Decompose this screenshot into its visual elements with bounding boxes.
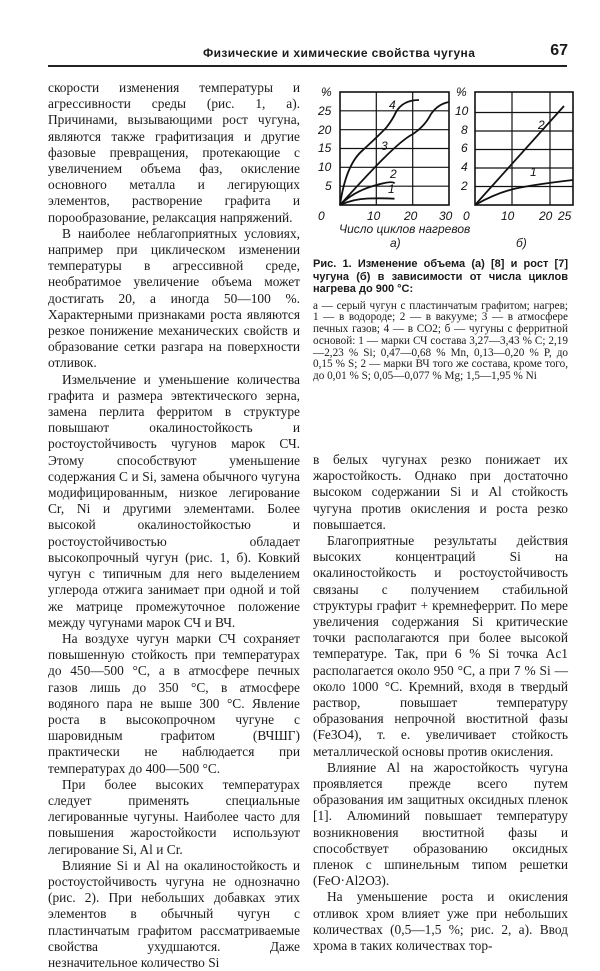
svg-text:20: 20	[318, 123, 332, 137]
svg-text:%: %	[321, 85, 332, 99]
paragraph: В наиболее неблагоприятных условиях, например при циклическом изменении температуры в агрессивной среде, необратимое увеличение объема может достигать 20, а иногда 50—100 %. Характерными признаками роста являются резкое понижение механических свойств и образование сетки разгара на поверхности отливок.	[48, 225, 300, 371]
svg-text:20: 20	[404, 209, 418, 223]
x-axis-label: Число циклов нагревов	[339, 222, 471, 236]
svg-text:0: 0	[318, 209, 325, 223]
svg-text:4: 4	[461, 160, 468, 174]
figure-1	[313, 84, 575, 254]
panel-b-label: б)	[516, 236, 527, 250]
svg-text:0: 0	[463, 209, 470, 223]
paragraph: Влияние Si и Al на окалиностойкость и ростоустойчивость чугуна не однозначно (рис. 2). При небольших добавках этих элементов в обычный чугун с пластинчатым графитом рассматриваемые свойства ухудшаются. Даже незначительное количество Si	[48, 857, 300, 970]
paragraph: На уменьшение роста и окисления отливок хром влияет уже при небольших количествах (0,5—1,5 %; рис. 2, а). Ввод хрома в таких количествах тор-	[313, 889, 568, 954]
page-number: 67	[550, 42, 568, 59]
svg-text:%: %	[456, 85, 467, 99]
caption-body: а — серый чугун с пластинчатым графитом; нагрев; 1 — в водороде; 2 — в вакууме; 3 — в атмосфере печных газов; 4 — в CO2; б — чугуны с ферритной основой: 1 — марки СЧ состава 3,27—3,43 % C; 2,19—2,23 % Si; 0,47—0,68 % Mn, 0,13—0,20 % P, до 0,15 % S; 2 — марки ВЧ того же состава, кроме того, до 0,01 % S; 0,05—0,077 % Mg; 1,5—1,95 % Ni	[313, 299, 568, 383]
svg-text:5: 5	[325, 179, 332, 193]
svg-text:10: 10	[501, 209, 515, 223]
svg-text:8: 8	[461, 123, 468, 137]
left-column	[48, 80, 300, 971]
figure-caption	[313, 258, 568, 383]
paragraph: Измельчение и уменьшение количества графита и размера эвтектического зерна, замена перлита ферритом в структуре повышают окалиностойкость и ростоустойчивость чугунов марок СЧ. Этому способствуют уменьшение содержания C и Si, замена обычного чугуна модифицированным, низкое легирование Cr, Ni и другими элементами. Более высокой окалиностойкостью и ростоустойчивостью обладает высокопрочный чугун (рис. 1, б). Ковкий чугун с типичным для него выделением углерода отжига занимает при одной и той же матрице промежуточное положение между чугунами марок СЧ и ВЧ.	[48, 371, 300, 630]
svg-text:2: 2	[538, 118, 545, 132]
svg-text:25: 25	[318, 104, 332, 118]
svg-text:10: 10	[367, 209, 381, 223]
svg-text:15: 15	[318, 141, 332, 155]
paragraph: в белых чугунах резко понижает их жаростойкость. Однако при достаточно высоком содержании Si и Al стойкость чугуна против окисления и роста резко повышается.	[313, 452, 568, 532]
right-column	[313, 452, 568, 954]
svg-text:25: 25	[558, 209, 572, 223]
header-rule	[48, 65, 567, 67]
svg-text:1: 1	[530, 165, 537, 179]
panel-a-label: а)	[390, 236, 401, 250]
paragraph: При более высоких температурах следует применять специальные легированные чугуны. Наиболее часто для повышения жаростойкости используют легирование Si, Al и Cr.	[48, 776, 300, 857]
svg-text:10: 10	[455, 104, 469, 118]
svg-text:10: 10	[318, 160, 332, 174]
running-title: Физические и химические свойства чугуна	[203, 46, 476, 60]
svg-text:2: 2	[390, 167, 397, 181]
svg-text:6: 6	[461, 141, 468, 155]
svg-text:1: 1	[388, 182, 395, 196]
caption-title: Рис. 1. Изменение объема (а) [8] и рост [7] чугуна (б) в зависимости от числа циклов нагрева до 900 °С:	[313, 258, 568, 295]
paragraph: Благоприятные результаты действия высоких концентраций Si на окалиностойкость и ростоустойчивость связаны с получением стабильной структуры графит + кремнеферрит. По мере увеличения содержания Si критические точки располагаются при более высокой температуре. Так, при 6 % Si точка Ac1 располагается около 950 °С, а при 7 % Si — около 1000 °С. Кремний, входя в твердый раствор, повышает температуру образования непрочной вюститной фазы (Fe3O4), т. е. увеличивает стойкость металлической основы против окисления.	[313, 533, 568, 759]
svg-text:2: 2	[461, 179, 468, 193]
chart-panel-b	[475, 92, 573, 205]
svg-text:3: 3	[381, 139, 388, 153]
svg-text:20: 20	[539, 209, 553, 223]
paragraph: Влияние Al на жаростойкость чугуна проявляется прежде всего путем образования им защитных оксидных пленок [1]. Алюминий повышает температуру возникновения вюститной фазы и способствует образованию оксидных пленок с шпинельным типом решетки (FeO·Al2O3).	[313, 759, 568, 889]
svg-text:30: 30	[439, 209, 453, 223]
paragraph: На воздухе чугун марки СЧ сохраняет повышенную стойкость при температурах до 450—500 °С, а в атмосфере печных газов лишь до 350 °С, в атмосфере водяного пара не выше 300 °С. Явление роста в высокопрочном чугуне с шаровидным графитом (ВЧШГ) практически не наблюдается при температурах до 400—500 °С.	[48, 630, 300, 776]
paragraph: скорости изменения температуры и агрессивности среды (рис. 1, а). Причинами, вызывающими рост чугуна, являются также графитизация и другие фазовые превращения, протекающие с увеличением объема фаз, окисление основного металла и легирующих элементов, растворение графита и порообразование, релаксация напряжений.	[48, 80, 300, 225]
svg-text:4: 4	[389, 98, 396, 112]
